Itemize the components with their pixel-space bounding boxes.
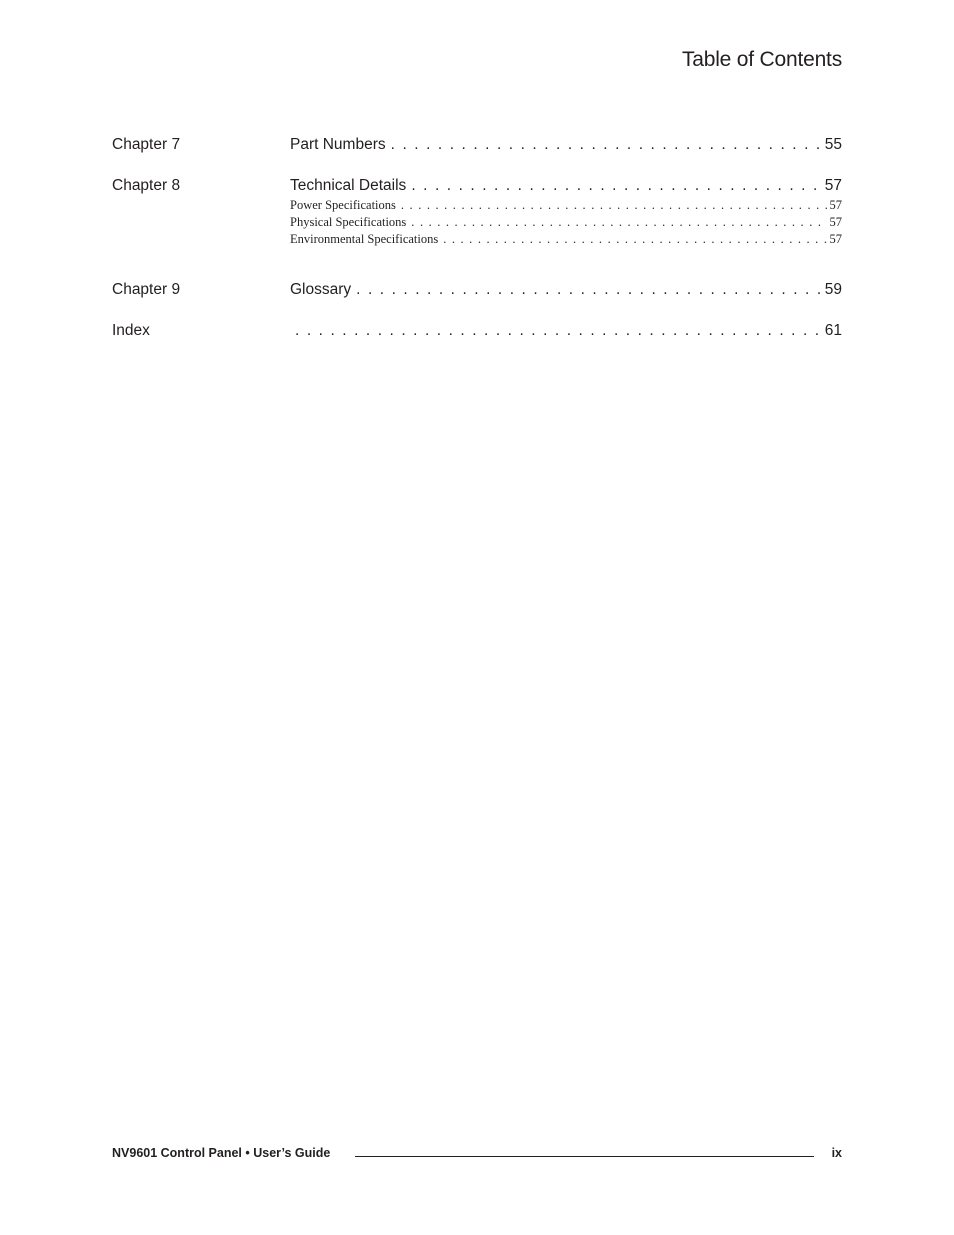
dot-leader xyxy=(391,134,822,156)
entry-title: Part Numbers xyxy=(290,136,386,153)
dot-leader xyxy=(356,279,822,301)
toc-entry-technical-details[interactable] xyxy=(290,175,842,197)
entry-page-number: 61 xyxy=(824,322,842,339)
page-title: Table of Contents xyxy=(681,48,842,71)
toc-chapter-7 xyxy=(112,134,842,156)
toc-chapter-9 xyxy=(112,279,842,301)
chapter-entries xyxy=(290,279,842,301)
dot-leader xyxy=(411,175,821,197)
toc-subentry-power-specifications[interactable] xyxy=(290,197,842,214)
entry-page-number: 59 xyxy=(824,281,842,298)
subentry-title: Environmental Specifications xyxy=(290,232,439,246)
toc-chapter-8 xyxy=(112,175,842,248)
chapter-entries xyxy=(290,134,842,156)
subentry-page-number: 57 xyxy=(829,198,842,212)
table-of-contents xyxy=(112,134,842,342)
subentry-title: Physical Specifications xyxy=(290,215,407,229)
chapter-entries xyxy=(290,320,842,342)
footer-document-title: NV9601 Control Panel • User’s Guide xyxy=(112,1146,331,1160)
toc-entry-index[interactable] xyxy=(290,320,842,342)
dot-leader xyxy=(401,197,827,214)
chapter-label: Index xyxy=(112,322,150,339)
footer-page-number: ix xyxy=(831,1146,842,1160)
dot-leader xyxy=(411,214,826,231)
subentry-page-number: 57 xyxy=(829,215,842,229)
dot-leader xyxy=(295,320,822,342)
subentry-page-number: 57 xyxy=(829,232,842,246)
dot-leader xyxy=(443,231,826,248)
page-footer xyxy=(112,1146,842,1164)
entry-title: Technical Details xyxy=(290,177,407,194)
toc-index xyxy=(112,320,842,342)
chapter-label: Chapter 7 xyxy=(112,136,181,153)
entry-page-number: 55 xyxy=(824,136,842,153)
toc-subentry-environmental-specifications[interactable] xyxy=(290,231,842,248)
entry-page-number: 57 xyxy=(824,177,842,194)
footer-divider xyxy=(355,1156,814,1157)
toc-entry-part-numbers[interactable] xyxy=(290,134,842,156)
chapter-entries xyxy=(290,175,842,248)
toc-subentry-physical-specifications[interactable] xyxy=(290,214,842,231)
subentry-title: Power Specifications xyxy=(290,198,396,212)
chapter-label: Chapter 9 xyxy=(112,281,181,298)
chapter-label: Chapter 8 xyxy=(112,177,181,194)
entry-title: Glossary xyxy=(290,281,352,298)
toc-entry-glossary[interactable] xyxy=(290,279,842,301)
